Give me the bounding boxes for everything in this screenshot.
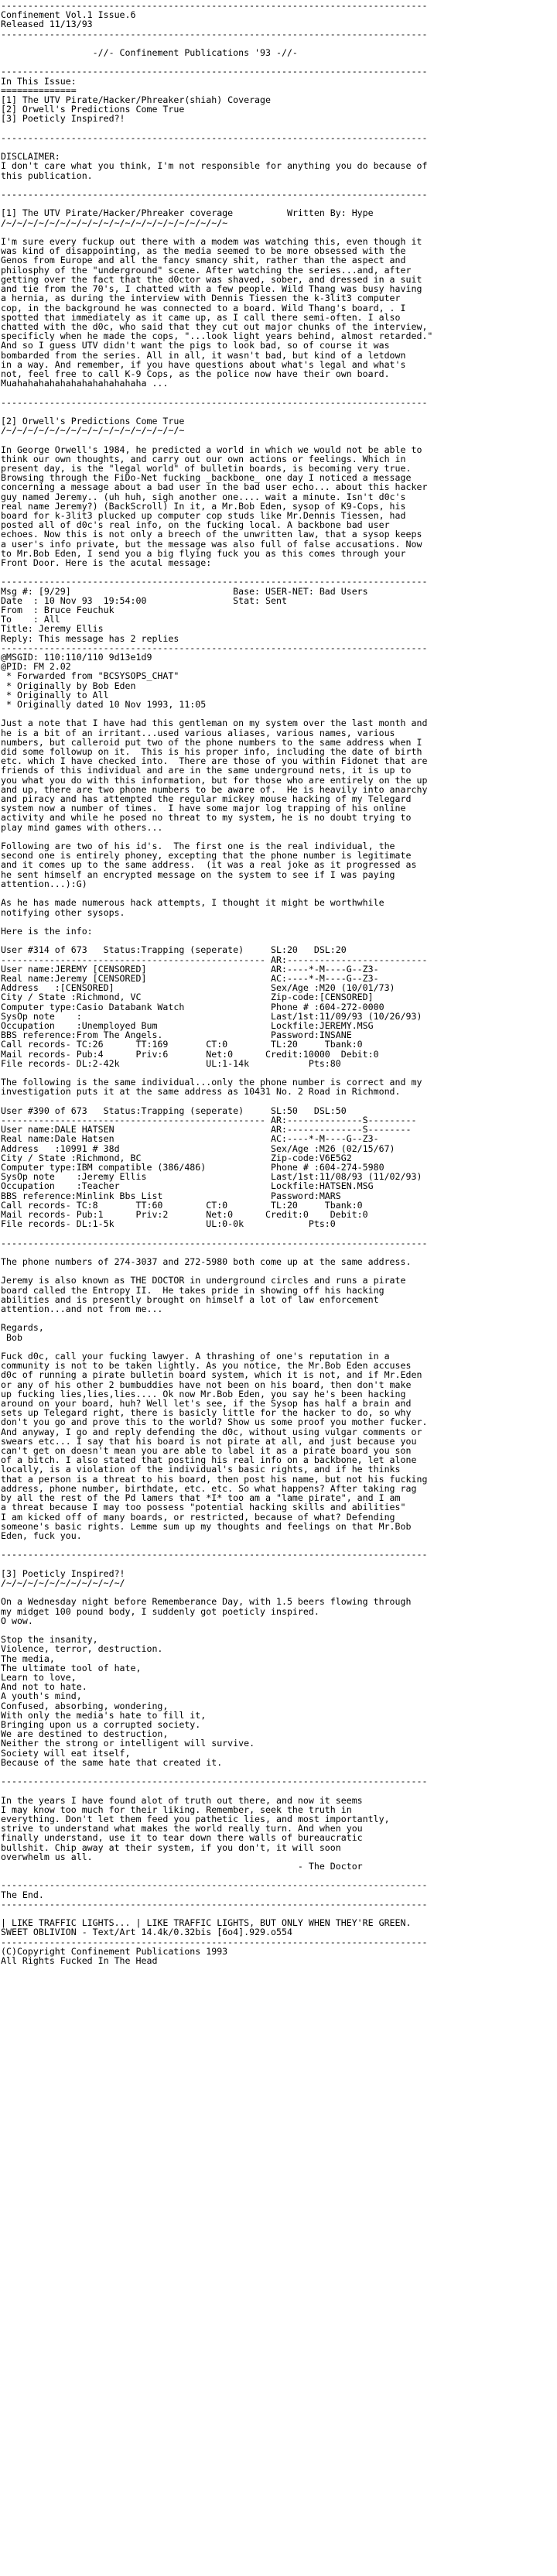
document-text: ------------------------------------------------------------------------------- Confinement Vol.1 Issue.6 Released 11/13/93 ------------------------------------------------------------------------------- -//- Confinement Publications '93 -//- ------------------------------------------------------------------------------- In This Issue: ============== [1] The UTV Pirate/Hacker/Phreaker(shiah) Coverage [2] Orwell's Predictions Come True [3] Poeticly Inspired?! ------------------------------------------------------------------------------- DISCLAIMER: I don't care what you think, I'm not responsible for anything you do because of this publication. ------------------------------------------------------------------------------- [1] The UTV Pirate/Hacker/Phreaker coverage Written By: Hype /~/~/~/~/~/~/~/~/~/~/~/~/~/~/~/~/~/~/~/~/~ I'm sure every fuckup out there with a modem was watching this, even though it was kind of disappointing, as the media seemed to be more obsessed with the Genos from Europe and all the fancy smancy shit, rather than the aspect and philosphy of the "underground" scene. After watching the series...and, after getting over the fact that the d0ctor was shaved, sober, and dressed in a suit and tie from the 70's, I chatted with a few people. Wild Thang was busy having a hernia, as during the interview with Dennis Tiessen the k-3lit3 computer cop, in the background he was connected to a board. Wild Thang's board, . I spotted that immediately as it came up, as I call there semi-often. I also chatted with the d0c, who said that they cut out major chunks of the interview, specificly when he made the cops, "...look light years behind, almost retarded." And so I guess UTV didn't want the pigs to look bad, so of course it was bombarded from the series. All in all, it wasn't bad, but kind of a letdown in a way. And remember, if you have questions about what's legal and what's not, feel free to call K-9 Cops, as the police now have their own board. Muahahahahahahahahahahahaha ... ------------------------------------------------------------------------------- [2] Orwell's Predictions Come True /~/~/~/~/~/~/~/~/~/~/~/~/~/~/~/~/~ In George Orwell's 1984, he predicted a world in which we would not be able to think our own thoughts, and carry out our own actions or feelings. Which in present day, is the "legal world" of bulletin boards, is becoming very true. Browsing through the FiDo-Net fucking _backbone_ one day I noticed a message concerning a message about a bad user in the bad user echo... about this hacker guy named Jeremy.. (uh huh, sigh another one.... wait a minute. Isn't d0c's real name Jeremy?) (BackScroll) In it, a Mr.Bob Eden, sysop of K9-Cops, his board for k-3lit3 plucked up computer cop studs like Mr.Dennis Tiessen, had posted all of d0c's real info, on the fucking local. A backbone bad user echoes. Now this is not only a breech of the unwritten law, that a sysop keeps a user's info private, but the message was also full of false accusations. Now to Mr.Bob Eden, I send you a big flying fuck you as this comes through your Front Door. Here is the acutal message: ------------------------------------------------------------------------------- Msg #: [9/29] Base: USER-NET: Bad Users Date : 10 Nov 93 19:54:00 Stat: Sent From : Bruce Feuchuk To : All Title: Jeremy Ellis Reply: This message has 2 replies ------------------------------------------------------------------------------- @MSGID: 110:110/110 9d13e1d9 @PID: FM 2.02 * Forwarded from "BCSYSOPS_CHAT" * Originally by Bob Eden * Originally to All * Originally dated 10 Nov 1993, 11:05 Just a note that I have had this gentleman on my system over the last month and he is a bit of an irritant...used various aliases, various names, various numbers, but calleroid put two of the phone numbers to the same address when I did some followup on it. This is his proper info, including the date of birth etc. which I have checked into. There are those of you within Fidonet that are friends of this individual and are in the same underground nets, it is up to you what you do with this information, but for those who are entirely on the up and up, there are two phone numbers to be aware of. He is heavily into anarchy and piracy and has attempted the regular mickey mouse hacking of my Telegard system now a number of times. I have some major log trapping of his online activity and while he posed no threat to my system, he is no doubt trying to play mind games with others... Following are two of his id's. The first one is the real individual, the second one is entirely phoney, excepting that the phone number is legitimate and it comes up to the same address. (it was a real joke as it progressed as he sent himself an encrypted message on the system to see if I was paying attention...):G) As he has made numerous hack attempts, I thought it might be worthwhile notifying other sysops. Here is the info: User #314 of 673 Status:Trapping (seperate) SL:20 DSL:20 ------------------------------------------------- AR:-------------------------- User name:JEREMY [CENSORED] AR:----*-M----G--Z3- Real name:Jeremy [CENSORED] AC:----*-M----G--Z3- Address :[CENSORED] Sex/Age :M20 (10/01/73) City / State :Richmond, VC Zip-code:[CENSORED] Computer type:Casio Databank Watch Phone # :604-272-0000 SysOp note : Last/1st:11/09/93 (10/26/93) Occupation :Unemployed Bum Lockfile:JEREMY.MSG BBS reference:From The Angels. Password:INSANE Call records- TC:26 TT:169 CT:0 TL:20 Tbank:0 Mail records- Pub:4 Priv:6 Net:0 Credit:10000 Debit:0 File records- DL:2-42k UL:1-14k Pts:80 The following is the same individual...only the phone number is correct and my investigation puts it at the same address as 10431 No. 2 Road in Richmond. User #390 of 673 Status:Trapping (seperate) SL:50 DSL:50 ------------------------------------------------- AR:--------------S--------- User name:DALE HATSEN AR:--------------S-------- Real name:Dale Hatsen AC:----*-M----G--Z3- Address :10991 # 38d Sex/Age :M26 (02/15/67) City / State :Richmond, BC Zip-code:V6E5G2 Computer type:IBM compatible (386/486) Phone # :604-274-5980 SysOp note :Jeremy Ellis Last/1st:11/08/93 (11/02/93) Occupation :Teacher Lockfile:HATSEN.MSG BBS reference:Minlink Bbs List Password:MARS Call records- TC:8 TT:60 CT:0 TL:20 Tbank:0 Mail records- Pub:1 Priv:2 Net:0 Credit:0 Debit:0 File records- DL:1-5k UL:0-0k Pts:0 ------------------------------------------------------------------------------- The phone numbers of 274-3037 and 272-5980 both come up at the same address. Jeremy is also known as THE DOCTOR in underground circles and runs a pirate board called the Entropy II. He takes pride in showing off his hacking abilities and is presently brought on himself a lot of law enforcement attention...and not from me... Regards, Bob Fuck d0c, call your fucking lawyer. A thrashing of one's reputation in a community is not to be taken lightly. As you notice, the Mr.Bob Eden accuses d0c of running a pirate bulletin board system, which it is not, and if Mr.Eden or any of his other 2 bumbuddies have not been on his board, then don't make up fucking lies,lies,lies.... Ok now Mr.Bob Eden, you say he's been hacking around on your board, huh? Well let's see, if the Sysop has half a brain and sets up Telegard right, there is basicly little for the hacker to do, so why don't you go and prove this to the world? Show us some proof you mother fucker. And anyway, I go and reply defending the d0c, without using vulgar comments or swears etc... I say that his board is not pirate at all, and just because you can't get on doesn't mean you are able to label it as a pirate board you son of a bitch. I also stated that posting his real info on a backbone, let alone locally, is a violation of the individual's basic rights, and if he thinks that a person is a threat to his board, then post his name, but not his fucking address, phone number, birthdate, etc. etc. So what happens? After taking rag by all the rest of the Pd lamers that *I* too am a "lame pirate", and I am a threat because I may too possess "potential hacking skills and abilities" I am kicked off of many boards, or restricted, because of what? Defending someone's basic rights. Lemme sum up my thoughts and feelings on that Mr.Bob Eden, fuck you. ------------------------------------------------------------------------------- [3] Poeticly Inspired?! /~/~/~/~/~/~/~/~/~/~/~/ On a Wednesday night before Rememberance Day, with 1.5 beers flowing through my midget 100 pound body, I suddenly got poeticly inspired. O wow. Stop the insanity, Violence, terror, destruction. The media, The ultimate tool of hate, Learn to love, And not to hate. A youth's mind, Confused, absorbing, wondering, With only the media's hate to fill it, Bringing upon us a corrupted society. We are destined to destruction, Neither the strong or intelligent will survive. Society will eat itself, Because of the same hate that created it. ------------------------------------------------------------------------------- In the years I have found alot of truth out there, and now it seems I may know too much for their liking. Remember, seek the truth in everything. Don't let them feed you pathetic lies, and most importantly, strive to understand what makes the world really turn. And when you finally understand, use it to tear down there walls of bureaucratic bullshit. Chip away at their system, if you don't, it will soon overwhelm us all. - The Doctor ------------------------------------------------------------------------------- The End. ------------------------------------------------------------------------------- | LIKE TRAFFIC LIGHTS... | LIKE TRAFFIC LIGHTS, BUT ONLY WHEN THEY'RE GREEN. SWEET OBLIVION - Text/Art 14.4k/0.32bis [6o4].929.o554 ------------------------------------------------------------------------------- (C)Copyright Confinement Publications 1993 All Rights Fucked In The Head xyxy=(1,0,433,1967)
